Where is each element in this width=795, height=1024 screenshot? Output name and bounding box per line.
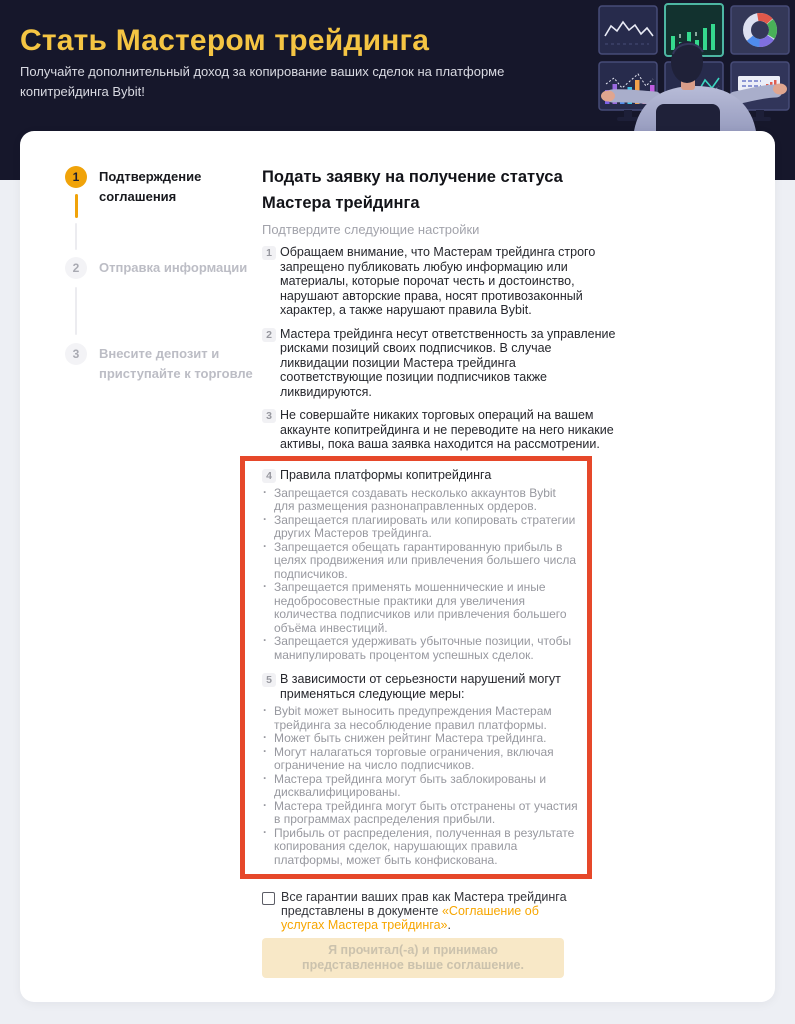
- application-card: [20, 131, 775, 1002]
- rules-section: [262, 460, 620, 878]
- sanctions-list: [262, 705, 578, 867]
- page-subtitle: Получайте дополнительный доход за копирование ваших сделок на платформе копитрейдинга Bybit!: [20, 64, 505, 99]
- step-progress-line-active: [75, 194, 78, 218]
- form-subtitle: Подтвердите следующие настройки: [262, 222, 480, 237]
- notice-2-number: 2: [262, 328, 276, 342]
- sanction-bullet: · Мастера трейдинга могут быть отстранены от участия в программах распределения прибыли.: [262, 800, 578, 827]
- step-1-number-badge: 1: [65, 166, 87, 188]
- notice-item-2: [262, 327, 620, 400]
- person-illustration: [601, 41, 787, 140]
- rule-bullet: · Запрещается плагиировать или копировать стратегии других Мастеров трейдинга.: [262, 514, 578, 541]
- sanction-bullet: · Мастера трейдинга могут быть заблокированы и дисквалифицированы.: [262, 773, 578, 800]
- agreement-services-link[interactable]: «Соглашение об услугах Мастера трейдинга»: [281, 904, 539, 932]
- agreement-label: [281, 890, 583, 932]
- form-title: Подать заявку на получение статуса Мастера трейдинга: [262, 168, 563, 212]
- step-3-deposit-and-trade: [65, 343, 259, 384]
- notice-4-title: Правила платформы копитрейдинга: [280, 467, 492, 482]
- sanction-bullet: · Bybit может выносить предупреждения Мастерам трейдинга за несоблюдение правил платформы.: [262, 705, 578, 732]
- notice-item-5: [262, 672, 620, 701]
- rule-bullet: · Запрещается применять мошеннические и иные недобросовестные практики для увеличения количества подписчиков или привлечения большего объёма инвестиций.: [262, 581, 578, 635]
- step-1-agreement-confirmation: [65, 166, 219, 207]
- notice-5-number: 5: [262, 673, 276, 687]
- notice-4-number: 4: [262, 469, 276, 483]
- rule-bullet: · Запрещается обещать гарантированную прибыль в целях продвижения или привлечения большего числа подписчиков.: [262, 541, 578, 582]
- rule-bullet: · Запрещается создавать несколько аккаунтов Bybit для размещения разнонаправленных ордеров.: [262, 487, 578, 514]
- notice-5-title: В зависимости от серьезности нарушений могут применяться следующие меры:: [280, 672, 561, 701]
- agreement-text-before: Все гарантии ваших прав как Мастера трейдинга представлены в документе: [281, 890, 567, 918]
- agreement-checkbox[interactable]: [262, 892, 275, 905]
- sanction-bullet: · Прибыль от распределения, полученная в результате копирования сделок, нарушающих правила платформы, может быть конфискована.: [262, 827, 578, 868]
- agreement-text-after: .: [447, 918, 451, 932]
- step-2-submit-information: [65, 257, 259, 279]
- line-chart-monitor-icon: [599, 6, 657, 54]
- step-3-label: Внесите депозит и приступайте к торговле: [99, 346, 253, 381]
- platform-rules-list: [262, 487, 578, 663]
- page-title: Стать Мастером трейдинга: [20, 24, 430, 57]
- step-3-number-badge: 3: [65, 343, 87, 365]
- notice-1-text: Обращаем внимание, что Мастерам трейдинга строго запрещено публиковать любую информацию или материалы, которые порочат честь и достоинство, нарушают авторские права, носят противозаконный характер, а также нарушают правила Bybit.: [280, 245, 596, 317]
- application-form: [262, 164, 620, 978]
- rule-bullet: · Запрещается удерживать убыточные позиции, чтобы манипулировать процентом успешных сделок.: [262, 635, 578, 662]
- notice-1-number: 1: [262, 246, 276, 260]
- step-1-label: Подтверждение соглашения: [99, 169, 202, 204]
- sanction-bullet: · Может быть снижен рейтинг Мастера трейдинга.: [262, 732, 578, 746]
- notice-3-number: 3: [262, 409, 276, 423]
- notice-item-1: [262, 245, 620, 318]
- agreement-row: [262, 890, 620, 932]
- notice-item-3: [262, 408, 620, 452]
- trading-desk-illustration: [595, 0, 795, 140]
- step-connector-line: [75, 287, 77, 335]
- step-connector-line: [75, 223, 77, 250]
- notice-item-4: [262, 468, 620, 483]
- notice-2-text: Мастера трейдинга несут ответственность за управление рисками позиций своих подписчиков. В случае ликвидации позиции Мастера трейдинга соответствующие позиции подписчиков также ликвидируются.: [280, 326, 616, 399]
- sanction-bullet: · Могут налагаться торговые ограничения, включая ограничение на число подписчиков.: [262, 746, 578, 773]
- accept-agreement-button[interactable]: Я прочитал(-а) и принимаю представленное выше соглашение.: [262, 938, 564, 978]
- step-2-label: Отправка информации: [99, 260, 248, 275]
- donut-chart-monitor-icon: [731, 6, 789, 54]
- notice-3-text: Не совершайте никаких торговых операций на вашем аккаунте копитрейдинга и не переводите на него никакие активы, пока ваша заявка находится на рассмотрении.: [280, 408, 614, 451]
- step-2-number-badge: 2: [65, 257, 87, 279]
